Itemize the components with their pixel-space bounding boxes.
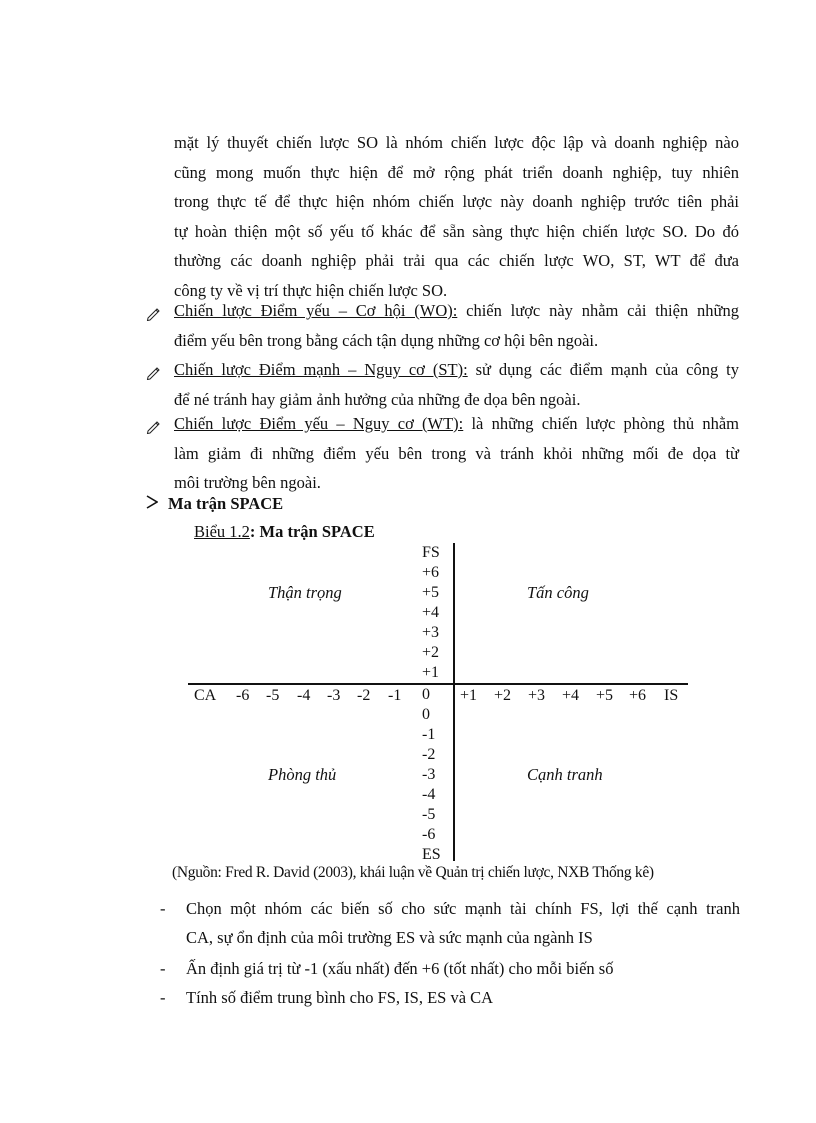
intro-paragraph: [174, 128, 739, 305]
strategy-text: chiến lược này nhằm cải thiện những: [457, 301, 739, 320]
heading-text: Ma trận SPACE: [168, 494, 284, 513]
pencil-icon: [146, 418, 162, 434]
step-text: Ấn định giá trị từ -1 (xấu nhất) đến +6 (tốt nhất) cho mỗi biến số: [186, 959, 614, 978]
text-line: cũng mong muốn thực hiện để mở rộng phát triển doanh nghiệp, tuy nhiên: [174, 162, 739, 182]
tick-label: -6: [422, 826, 436, 843]
tick-label: -4: [422, 786, 436, 803]
axis-label-fs: FS: [422, 544, 440, 561]
strategy-text: sử dụng các điểm mạnh của công ty: [467, 360, 739, 379]
arrow-right-icon: [146, 494, 168, 514]
caption-title: : Ma trận SPACE: [249, 522, 375, 541]
text-line: mặt lý thuyết chiến lược SO là nhóm chiến lược độc lập và doanh nghiệp nào: [174, 133, 739, 152]
tick-label: -1: [422, 726, 436, 743]
tick-label: -4: [297, 687, 311, 704]
strategy-text: điểm yếu bên trong bằng cách tận dụng những cơ hội bên ngoài.: [174, 330, 599, 350]
tick-label: -3: [422, 766, 436, 783]
tick-label: +2: [422, 644, 440, 661]
tick-label: -2: [422, 746, 436, 763]
step-item: [160, 894, 740, 952]
axis-label-es: ES: [422, 846, 441, 863]
tick-label: +1: [460, 687, 478, 704]
tick-label: -2: [357, 687, 371, 704]
tick-label: 0: [422, 706, 430, 723]
strategy-text: để né tránh hay giảm ảnh hưởng của những đe dọa bên ngoài.: [174, 389, 581, 409]
figure-caption: [194, 522, 375, 542]
tick-label: -5: [266, 687, 280, 704]
strategy-title: Chiến lược Điểm mạnh – Nguy cơ (ST):: [174, 360, 468, 379]
tick-label: +5: [422, 584, 440, 601]
tick-label: +2: [494, 687, 512, 704]
strategy-wo: [174, 296, 739, 355]
text-line: công ty về vị trí thực hiện chiến lược SO.: [174, 280, 448, 300]
caption-label: Biểu 1.2: [194, 522, 250, 541]
section-heading: [146, 494, 283, 514]
tick-label: +5: [596, 687, 614, 704]
dash-marker: -: [160, 988, 166, 1007]
step-text: Tính số điểm trung bình cho FS, IS, ES và CA: [186, 988, 494, 1007]
tick-label: -1: [388, 687, 402, 704]
pencil-icon: [146, 364, 162, 380]
strategy-title: Chiến lược Điểm yếu – Nguy cơ (WT):: [174, 414, 464, 433]
strategy-st: [174, 355, 739, 414]
dash-marker: -: [160, 959, 166, 978]
vertical-axis: [453, 543, 455, 861]
tick-label: -3: [327, 687, 341, 704]
strategy-text: là những chiến lược phòng thủ nhằm: [463, 414, 739, 433]
strategy-text: môi trường bên ngoài.: [174, 473, 321, 492]
strategy-title: Chiến lược Điểm yếu – Cơ hội (WO):: [174, 301, 458, 320]
tick-label: +6: [422, 564, 440, 581]
tick-label: +1: [422, 664, 440, 681]
text-line: trong thực tế để thực hiện nhóm chiến lược này doanh nghiệp trước tiên phải: [174, 192, 739, 211]
dash-marker: -: [160, 899, 166, 918]
text-line: tự hoàn thiện một số yếu tố khác để sẵn sàng thực hiện chiến lược SO. Do đó: [174, 221, 739, 241]
quadrant-aggressive: Tấn công: [527, 583, 589, 602]
step-item: [160, 954, 740, 983]
center-label: 0: [422, 686, 430, 703]
tick-label: +4: [562, 687, 580, 704]
quadrant-defensive: Phòng thủ: [268, 765, 337, 784]
step-text: Chọn một nhóm các biến số cho sức mạnh tài chính FS, lợi thế cạnh tranh CA, sự ổn định của môi trường ES và sức mạnh của ngành IS: [186, 899, 740, 947]
axis-label-is: IS: [664, 687, 679, 704]
axis-label-ca: CA: [194, 687, 217, 704]
strategy-text: làm giảm đi những điểm yếu bên trong và tránh khỏi những mối đe dọa từ: [174, 443, 739, 463]
tick-label: +6: [629, 687, 647, 704]
strategy-wt: [174, 409, 739, 498]
tick-label: +3: [422, 624, 440, 641]
tick-label: -6: [236, 687, 250, 704]
pencil-icon: [146, 305, 162, 321]
text-line: thường các doanh nghiệp phải trải qua các chiến lược WO, ST, WT để đưa: [174, 251, 739, 270]
quadrant-conservative: Thận trọng: [268, 583, 342, 602]
tick-label: -5: [422, 806, 436, 823]
tick-label: +4: [422, 604, 440, 621]
quadrant-competitive: Cạnh tranh: [527, 765, 603, 784]
figure-source: (Nguồn: Fred R. David (2003), khái luận về Quản trị chiến lược, NXB Thống kê): [172, 864, 654, 881]
step-item: [160, 983, 740, 1012]
tick-label: +3: [528, 687, 546, 704]
